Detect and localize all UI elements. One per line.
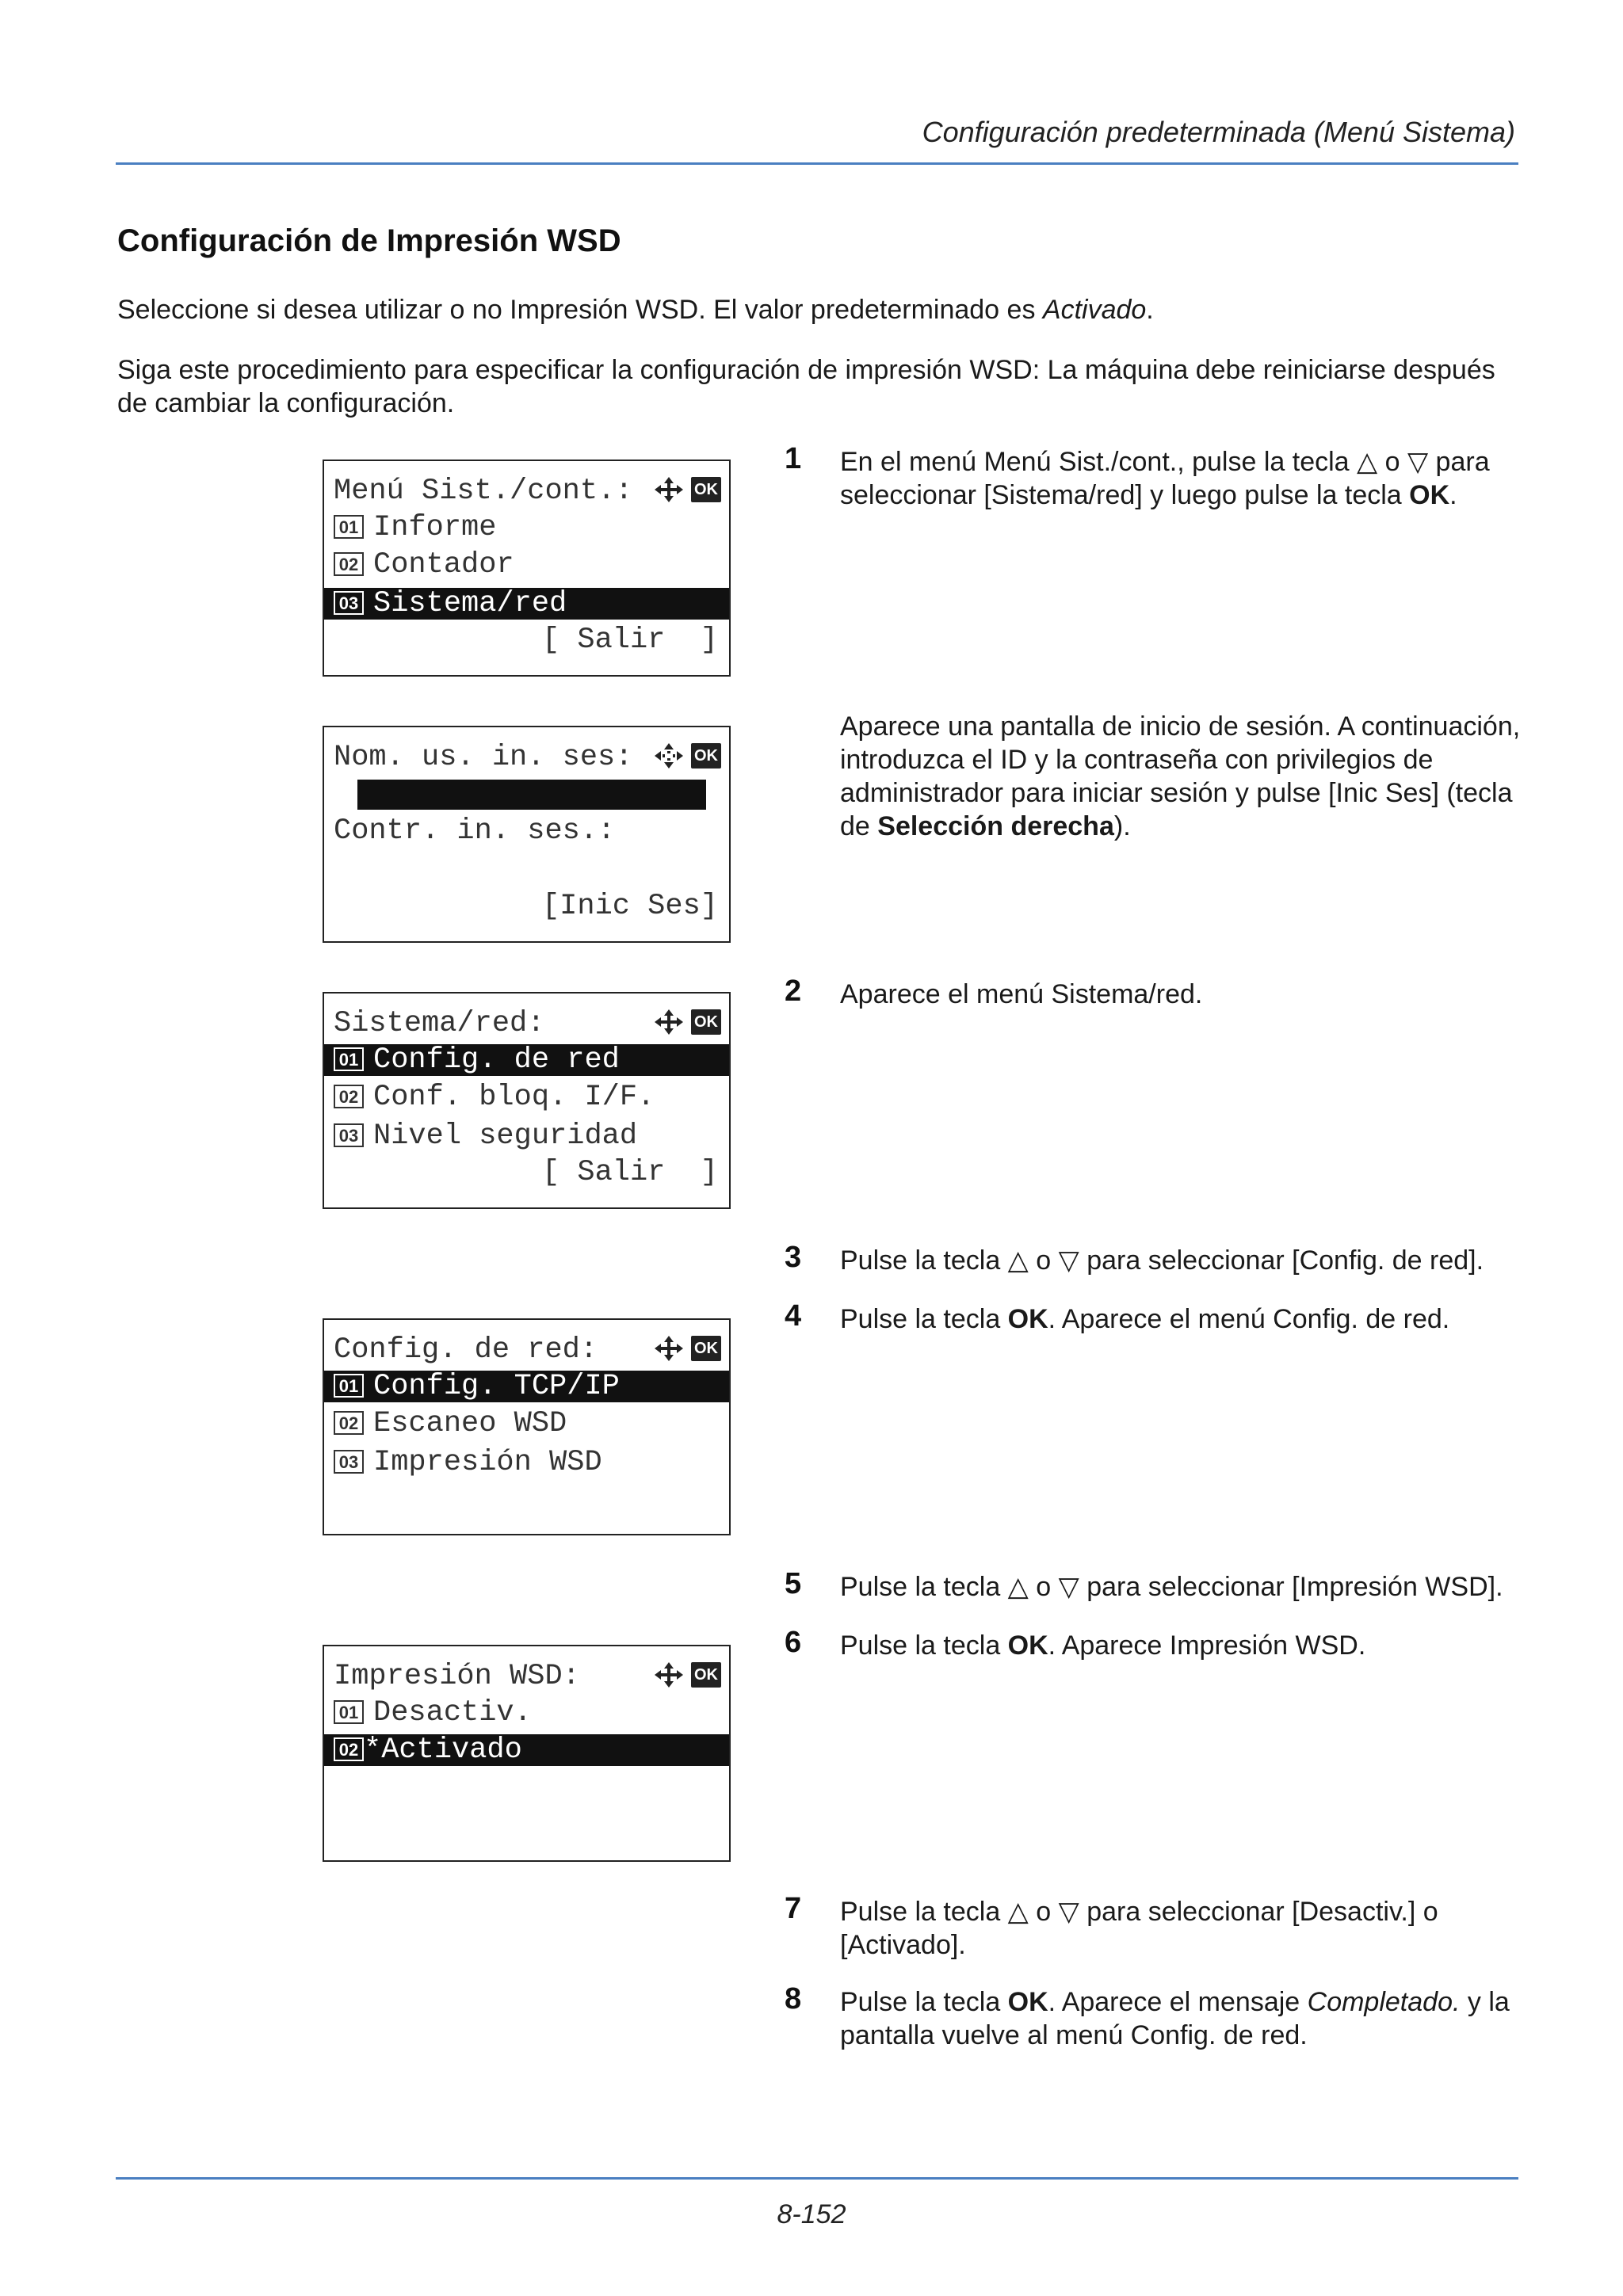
four-way-arrow-icon bbox=[653, 1661, 685, 1689]
intro-paragraph-1 bbox=[117, 293, 1524, 326]
item-number: 01 bbox=[334, 515, 364, 539]
step-text-part: . Aparece el mensaje bbox=[1048, 1987, 1308, 2017]
step-text bbox=[840, 1985, 1529, 2052]
step-text-part: En el menú Menú Sist./cont., pulse la tecla △ o ▽ para seleccionar [Sistema/red] y luego pulse la tecla bbox=[840, 447, 1490, 510]
item-label: Nivel seguridad bbox=[373, 1119, 638, 1153]
lcd-screen-menu bbox=[323, 460, 731, 677]
item-number: 01 bbox=[334, 1700, 364, 1724]
item-number: 03 bbox=[334, 591, 364, 615]
lcd-menu-item-selected bbox=[324, 1371, 729, 1402]
user-name-field[interactable] bbox=[357, 780, 706, 810]
step-text-part: Pulse la tecla bbox=[840, 1987, 1008, 2017]
step-number: 5 bbox=[785, 1567, 802, 1600]
lcd-menu-item-selected bbox=[324, 1734, 729, 1766]
step-text: Pulse la tecla △ o ▽ para seleccionar [Desactiv.] o [Activado]. bbox=[840, 1897, 1438, 1960]
intro1-italic: Activado bbox=[1042, 295, 1147, 325]
section-title: Configuración de Impresión WSD bbox=[117, 223, 621, 258]
ok-icon: OK bbox=[691, 477, 721, 502]
lcd-menu-item bbox=[324, 1697, 729, 1729]
step-number: 8 bbox=[785, 1982, 802, 2016]
four-way-arrow-icon bbox=[653, 1334, 685, 1363]
page-header-title: Configuración predeterminada (Menú Sistema) bbox=[922, 116, 1515, 148]
step-text bbox=[840, 1629, 1529, 1662]
item-number: 03 bbox=[334, 1450, 364, 1474]
lcd-softkey-label: [ Salir ] bbox=[541, 624, 718, 657]
step-text-part: . Aparece el menú Config. de red. bbox=[1048, 1304, 1450, 1334]
item-number: 02 bbox=[334, 552, 364, 576]
item-label: Config. de red bbox=[373, 1043, 620, 1077]
ok-icon: OK bbox=[691, 1336, 721, 1361]
item-label: Escaneo WSD bbox=[373, 1407, 567, 1440]
lcd-menu-item bbox=[324, 1447, 729, 1478]
step-number: 6 bbox=[785, 1626, 802, 1659]
item-number: 02 bbox=[334, 1737, 364, 1761]
item-label: Contador bbox=[373, 548, 514, 582]
item-label: Sistema/red bbox=[373, 587, 567, 620]
lcd-menu-item bbox=[324, 1408, 729, 1440]
step-text: Pulse la tecla △ o ▽ para seleccionar [Impresión WSD]. bbox=[840, 1572, 1503, 1602]
lcd-menu-item-selected bbox=[324, 588, 729, 620]
step-text-italic: Completado. bbox=[1307, 1987, 1461, 2017]
lcd-menu-item bbox=[324, 549, 729, 581]
step-text-part: y la pantalla vuelve al menú Config. de red. bbox=[840, 1987, 1510, 2050]
step-text-bold: OK bbox=[1007, 1987, 1048, 2017]
step-text: Pulse la tecla △ o ▽ para seleccionar [Config. de red]. bbox=[840, 1245, 1484, 1276]
lcd-menu-item bbox=[324, 1081, 729, 1113]
item-label: Config. TCP/IP bbox=[373, 1370, 620, 1403]
step-text bbox=[840, 445, 1529, 512]
ok-icon: OK bbox=[691, 1662, 721, 1688]
step-text: Aparece el menú Sistema/red. bbox=[840, 979, 1203, 1009]
lcd-softkey-label: [ Salir ] bbox=[541, 1156, 718, 1189]
item-label: Conf. bloq. I/F. bbox=[373, 1081, 655, 1114]
lcd-menu-item bbox=[324, 512, 729, 543]
lcd-title: Config. de red: bbox=[334, 1333, 598, 1367]
item-number: 01 bbox=[334, 1374, 364, 1398]
lcd-screen-login bbox=[323, 726, 731, 943]
item-number: 03 bbox=[334, 1123, 364, 1147]
lcd-menu-item bbox=[324, 1120, 729, 1152]
step-text-login bbox=[840, 710, 1529, 843]
item-label: Informe bbox=[373, 511, 497, 544]
step-text-part: Pulse la tecla bbox=[840, 1304, 1008, 1334]
four-way-arrow-icon bbox=[653, 1008, 685, 1036]
step-number: 3 bbox=[785, 1241, 802, 1274]
lcd-password-label: Contr. in. ses.: bbox=[334, 814, 616, 848]
step-text-part: . Aparece Impresión WSD. bbox=[1048, 1630, 1366, 1661]
lcd-title: Sistema/red: bbox=[334, 1007, 545, 1040]
item-label: *Activado bbox=[364, 1733, 522, 1767]
lcd-softkey-login: [Inic Ses] bbox=[541, 890, 718, 923]
item-number: 02 bbox=[334, 1411, 364, 1435]
header-rule bbox=[116, 162, 1518, 165]
step-text-part: Pulse la tecla bbox=[840, 1630, 1008, 1661]
lcd-title: Menú Sist./cont.: bbox=[334, 475, 633, 508]
page-number: 8-152 bbox=[777, 2199, 846, 2229]
lcd-screen-configred bbox=[323, 1318, 731, 1535]
step-text-bold: OK bbox=[1409, 480, 1450, 510]
intro1-text: Seleccione si desea utilizar o no Impresión WSD. El valor predeterminado es bbox=[117, 295, 1043, 325]
lcd-title: Impresión WSD: bbox=[334, 1660, 580, 1693]
four-way-arrow-icon bbox=[653, 475, 685, 504]
step-number: 4 bbox=[785, 1299, 802, 1333]
ok-icon: OK bbox=[691, 1009, 721, 1035]
item-label: Impresión WSD bbox=[373, 1446, 602, 1479]
footer-rule bbox=[116, 2177, 1518, 2180]
item-number: 01 bbox=[334, 1047, 364, 1071]
lcd-screen-sistema bbox=[323, 992, 731, 1209]
step-text-bold: Selección derecha bbox=[877, 811, 1114, 841]
step-number: 1 bbox=[785, 442, 802, 475]
lcd-screen-impresion bbox=[323, 1645, 731, 1862]
lcd-user-label: Nom. us. in. ses: bbox=[334, 741, 633, 774]
four-way-dotted-arrow-icon bbox=[653, 742, 685, 770]
step-number: 2 bbox=[785, 974, 802, 1008]
step-text-part: ). bbox=[1113, 811, 1131, 841]
step-text-bold: OK bbox=[1007, 1630, 1048, 1661]
ok-icon: OK bbox=[691, 743, 721, 769]
intro1-end: . bbox=[1146, 295, 1154, 325]
item-number: 02 bbox=[334, 1085, 364, 1108]
step-text bbox=[840, 1302, 1529, 1336]
step-number: 7 bbox=[785, 1892, 802, 1925]
item-label: Desactiv. bbox=[373, 1696, 532, 1730]
lcd-menu-item-selected bbox=[324, 1044, 729, 1076]
step-text-part: . bbox=[1449, 480, 1457, 510]
step-text-part: Aparece una pantalla de inicio de sesión. A continuación, introduzca el ID y la contraseña con privilegios de administrador para iniciar sesión y pulse [Inic Ses] (tecla de bbox=[840, 711, 1521, 841]
step-text-bold: OK bbox=[1007, 1304, 1048, 1334]
intro-paragraph-2: Siga este procedimiento para especificar la configuración de impresión WSD: La máquina debe reiniciarse después de cambiar la configuración. bbox=[117, 355, 1495, 418]
